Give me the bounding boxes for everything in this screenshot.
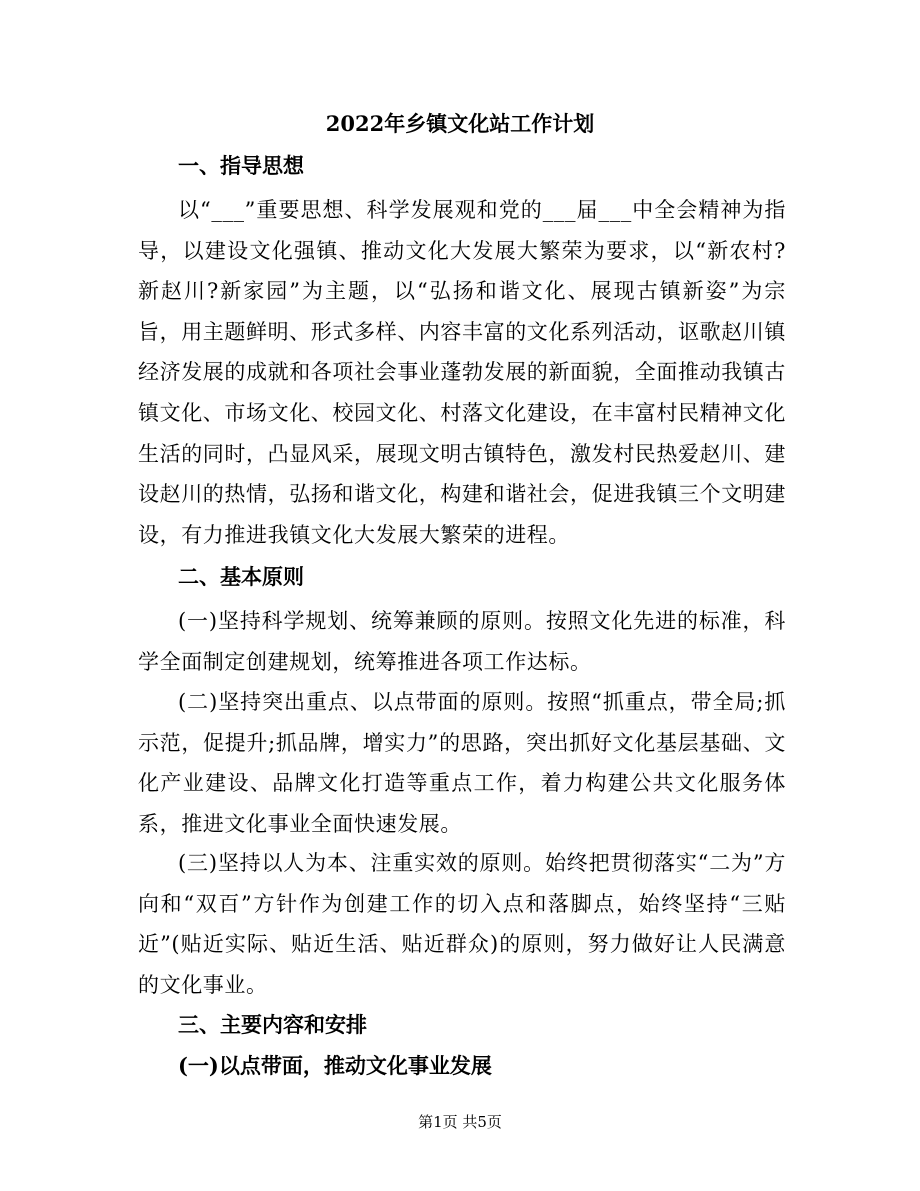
principle-paragraph-3 <box>138 843 786 1005</box>
section-heading-basic-principles: 二、基本原则 <box>178 564 304 589</box>
document-title: 2022年乡镇文化站工作计划 <box>325 111 595 136</box>
page-footer: 第1页 共5页 <box>418 1113 502 1131</box>
principle-paragraph-1 <box>138 601 786 682</box>
section-heading-guiding-ideology: 一、指导思想 <box>178 153 304 178</box>
paragraph-text: (三)坚持以人为本、注重实效的原则。始终把贯彻落实“二为”方向和“双百”方针作为创建工作的切入点和落脚点，始终坚持“三贴近”(贴近实际、贴近生活、贴近群众)的原则，努力做好让人民满意的文化事业。 <box>138 851 786 997</box>
paragraph-text: 以“___”重要思想、科学发展观和党的___届___中全会精神为指导，以建设文化强镇、推动文化大发展大繁荣为要求，以“新农村?新赵川?新家园”为主题，以“弘扬和谐文化、展现古镇新姿”为宗旨，用主题鲜明、形式多样、内容丰富的文化系列活动，讴歌赵川镇经济发展的成就和各项社会事业蓬勃发展的新面貌，全面推动我镇古镇文化、市场文化、校园文化、村落文化建设，在丰富村民精神文化生活的同时，凸显风采，展现文明古镇特色，激发村民热爱赵川、建设赵川的热情，弘扬和谐文化，构建和谐社会，促进我镇三个文明建设，有力推进我镇文化大发展大繁荣的进程。 <box>138 198 786 547</box>
principle-paragraph-2 <box>138 682 786 844</box>
section-paragraph-guiding-ideology <box>138 190 786 555</box>
paragraph-text: (一)坚持科学规划、统筹兼顾的原则。按照文化先进的标准，科学全面制定创建规划，统筹推进各项工作达标。 <box>138 609 786 674</box>
subsection-heading: (一)以点带面，推动文化事业发展 <box>178 1053 492 1078</box>
paragraph-text: (二)坚持突出重点、以点带面的原则。按照“抓重点，带全局;抓示范，促提升;抓品牌，增实力”的思路，突出抓好文化基层基础、文化产业建设、品牌文化打造等重点工作，着力构建公共文化服务体系，推进文化事业全面快速发展。 <box>138 690 786 836</box>
section-heading-main-content: 三、主要内容和安排 <box>178 1012 367 1037</box>
